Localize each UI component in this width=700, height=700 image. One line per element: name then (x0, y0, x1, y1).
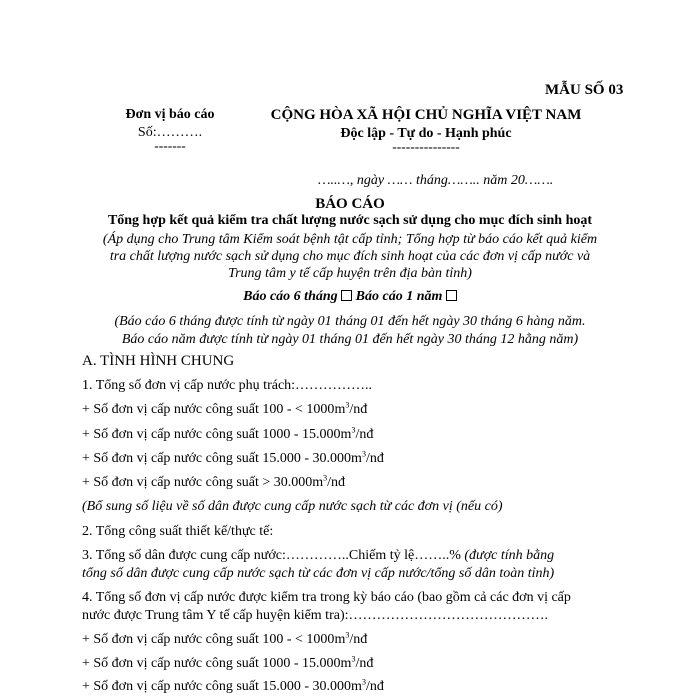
reporting-unit: Đơn vị báo cáo (125, 107, 215, 122)
period-note-line: (Báo cáo 6 tháng được tính từ ngày 01 tháng 01 đến hết ngày 30 tháng 6 hàng năm. (114, 314, 586, 329)
item-3-line-1: 3. Tổng số dân được cung cấp nước:…………..Chiếm tỷ lệ……..% (được tính bằng (82, 548, 555, 563)
left-rule: ------- (154, 138, 186, 153)
item-2: 2. Tổng công suất thiết kế/thực tế: (82, 524, 274, 539)
date-line: …..…, ngày …… tháng…….. năm 20……. (318, 173, 554, 188)
item-4-bullet: + Số đơn vị cấp nước công suất $1000 - 15.000m^3/nđ$ (82, 654, 374, 671)
item-1-bullet: + Số đơn vị cấp nước công suất $15.000 - 30.000m^3/nđ$ (82, 449, 384, 466)
item-1-note: (Bổ sung số liệu về số dân được cung cấp nước sạch từ các đơn vị (nếu có) (82, 499, 503, 514)
item-4-line-1: 4. Tổng số đơn vị cấp nước được kiểm tra trong kỳ báo cáo (bao gồm cả các đơn vị cấp (82, 590, 571, 605)
document-number: Số:………. (137, 125, 203, 140)
item-1-bullet: + Số đơn vị cấp nước công suất 100 - < $1000m^3/nđ$ (82, 400, 368, 417)
one-year-checkbox[interactable] (446, 290, 457, 301)
period-selection (0, 289, 700, 305)
national-title: CỘNG HÒA XÃ HỘI CHỦ NGHĨA VIỆT NAM (270, 107, 582, 123)
six-month-checkbox[interactable] (341, 290, 352, 301)
item-3-line-2: tổng số dân được cung cấp nước sạch từ các đơn vị cấp nước/tổng số dân toàn tỉnh) (82, 566, 555, 581)
item-1-bullet: + Số đơn vị cấp nước công suất $1000 - 15.000m^3/nđ$ (82, 425, 374, 442)
item-1-bullet: + Số đơn vị cấp nước công suất > $30.000m^3/nđ$ (82, 473, 346, 490)
report-title: BÁO CÁO (315, 196, 385, 212)
item-1: 1. Tổng số đơn vị cấp nước phụ trách:…………….. (82, 378, 373, 393)
section-a-heading: A. TÌNH HÌNH CHUNG (82, 353, 235, 369)
applicability-line: Trung tâm y tế cấp huyện trên địa bàn tỉnh) (228, 266, 472, 281)
period-note-line: Báo cáo năm được tính từ ngày 01 tháng 01 đến hết ngày 30 tháng 12 hằng năm) (121, 332, 579, 347)
six-month-report-label: Báo cáo 6 tháng (243, 289, 338, 304)
left-header (100, 107, 240, 154)
one-year-report-label: Báo cáo 1 năm (355, 289, 443, 304)
period-note (0, 313, 700, 349)
item-4-bullet: + Số đơn vị cấp nước công suất 100 - < $1000m^3/nđ$ (82, 630, 368, 647)
report-subtitle: Tổng hợp kết quả kiểm tra chất lượng nước sạch sử dụng cho mục đích sinh hoạt (107, 213, 593, 228)
form-code: MẪU SỐ 03 (545, 82, 624, 98)
applicability-line: (Áp dụng cho Trung tâm Kiểm soát bệnh tật cấp tỉnh; Tổng hợp từ báo cáo kết quả kiểm (102, 232, 598, 247)
item-4-line-2: nước được Trung tâm Y tế cấp huyện kiểm tra):……………………………………. (82, 608, 548, 623)
applicability-note (0, 231, 700, 282)
national-motto: Độc lập - Tự do - Hạnh phúc (340, 126, 512, 141)
applicability-line: tra chất lượng nước sạch sử dụng cho mục đích sinh hoạt của các đơn vị cấp nước và (109, 249, 591, 264)
right-header (256, 107, 596, 155)
item-4-bullet: + Số đơn vị cấp nước công suất $15.000 - 30.000m^3/nđ$ (82, 677, 384, 694)
right-rule: --------------- (392, 139, 460, 154)
